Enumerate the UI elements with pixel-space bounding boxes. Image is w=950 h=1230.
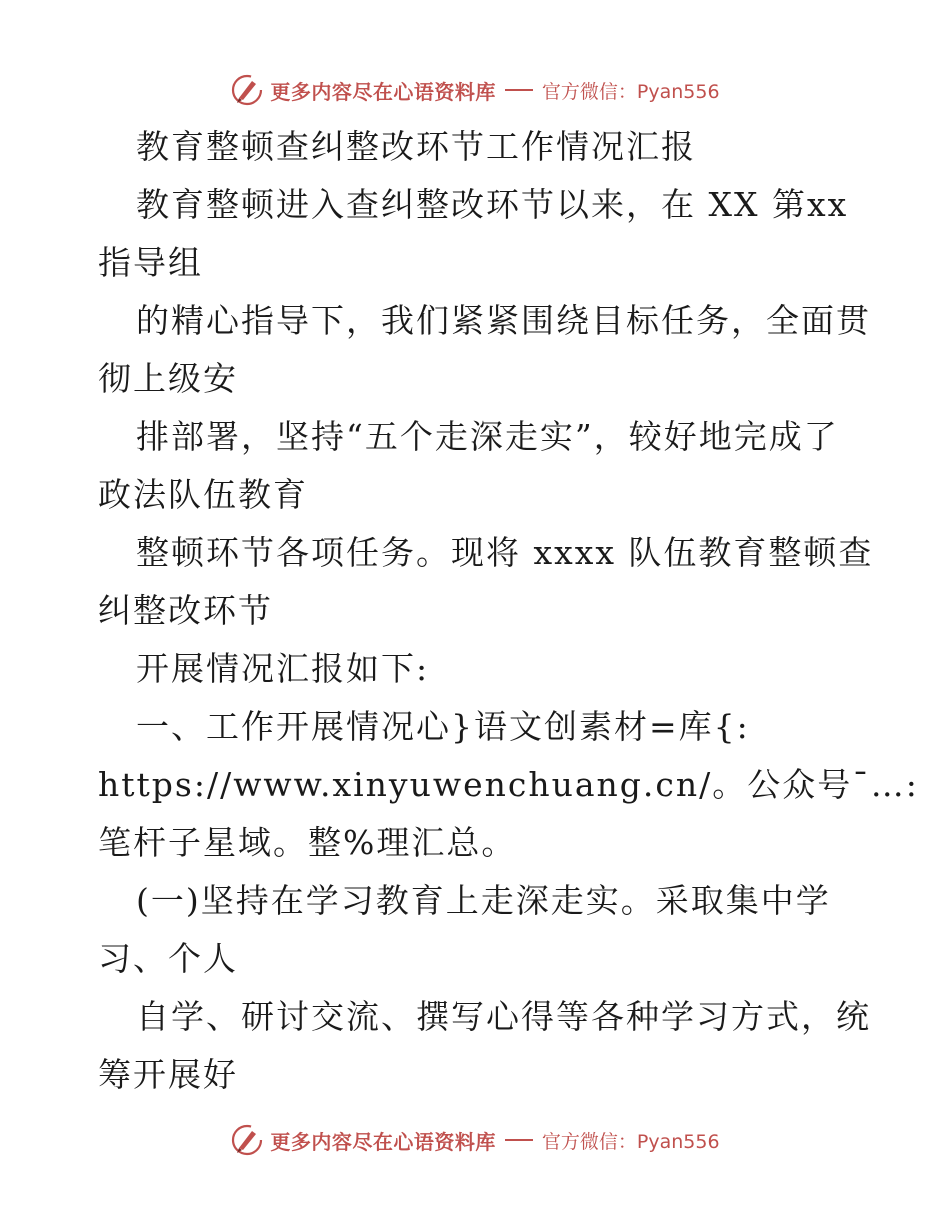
banner-dash bbox=[505, 89, 533, 91]
paragraph-line: 彻上级安 bbox=[98, 359, 238, 398]
paragraph-line: 指导组 bbox=[98, 243, 203, 282]
banner-wechat-text: 官方微信：Pyan556 bbox=[541, 80, 720, 103]
paragraph-line: 纠整改环节 bbox=[98, 591, 273, 630]
footer-watermark-banner bbox=[0, 1118, 950, 1162]
header-watermark-banner bbox=[0, 68, 950, 112]
document-body bbox=[98, 118, 919, 1104]
banner-site-text: 更多内容尽在心语资料库 bbox=[270, 1129, 496, 1154]
banner-site-text: 更多内容尽在心语资料库 bbox=[270, 79, 496, 104]
banner-wechat-text: 官方微信：Pyan556 bbox=[541, 1130, 720, 1153]
paragraph-line: 整顿环节各项任务。现将 xxxx 队伍教育整顿查 bbox=[136, 533, 874, 572]
paragraph-line: 自学、研讨交流、撰写心得等各种学习方式，统 bbox=[136, 997, 871, 1036]
banner-dash bbox=[505, 1139, 533, 1141]
paragraph-line: 习、个人 bbox=[98, 939, 238, 978]
paragraph-line: 的精心指导下，我们紧紧围绕目标任务，全面贯 bbox=[136, 301, 871, 340]
paragraph-line: https://www.xinyuwenchuang.cn/。公众号¯…: bbox=[98, 765, 919, 804]
paragraph-line: 开展情况汇报如下: bbox=[136, 649, 430, 688]
paragraph-line: 筹开展好 bbox=[98, 1055, 238, 1094]
paragraph-line: 笔杆子星域。整%理汇总。 bbox=[98, 823, 517, 862]
quill-pen-logo-icon bbox=[230, 73, 264, 107]
section-heading: 一、工作开展情况心}语文创素材=库{: bbox=[136, 707, 750, 746]
paragraph-line: 教育整顿进入查纠整改环节以来，在 XX 第xx bbox=[136, 185, 849, 224]
document-title: 教育整顿查纠整改环节工作情况汇报 bbox=[136, 127, 696, 166]
subsection-heading: (一)坚持在学习教育上走深走实。采取集中学 bbox=[136, 881, 831, 920]
paragraph-line: 政法队伍教育 bbox=[98, 475, 308, 514]
paragraph-line: 排部署，坚持“五个走深走实”，较好地完成了 bbox=[136, 417, 839, 456]
quill-pen-logo-icon bbox=[230, 1123, 264, 1157]
